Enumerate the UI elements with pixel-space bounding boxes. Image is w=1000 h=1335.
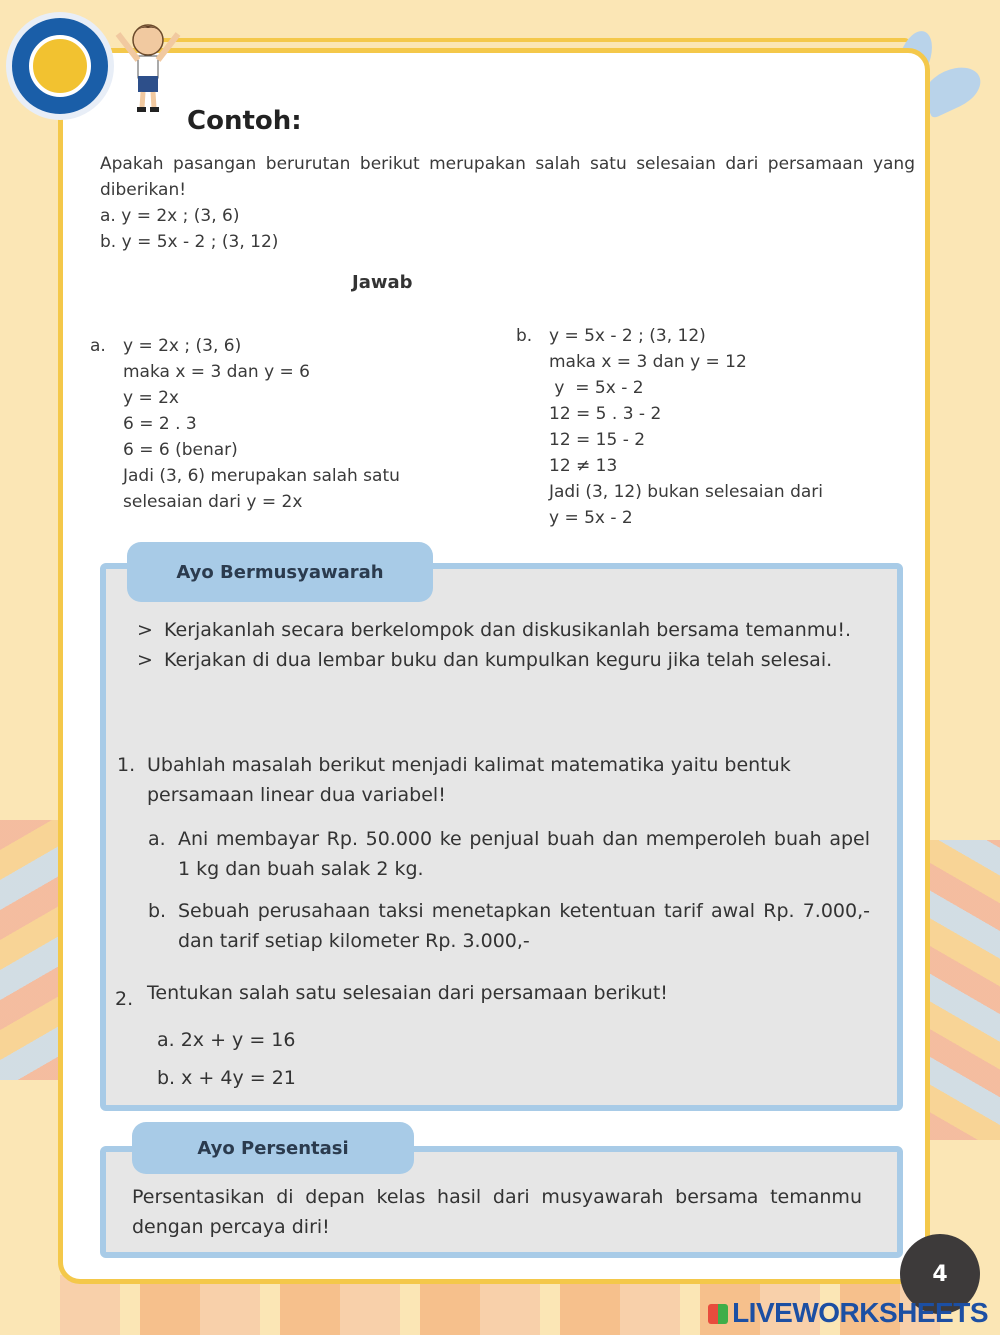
answer-line: y = 5x - 2 ; (3, 12) bbox=[549, 326, 706, 346]
question-item-a: a. y = 2x ; (3, 6) bbox=[100, 206, 240, 226]
question-text: Tentukan salah satu selesaian dari persamaan berikut! bbox=[147, 982, 668, 1004]
answer-line: 6 = 2 . 3 bbox=[123, 414, 197, 434]
equation-b: b. x + 4y = 21 bbox=[157, 1067, 296, 1089]
answer-line: y = 5x - 2 bbox=[549, 508, 633, 528]
instruction-text: Kerjakanlah secara berkelompok dan diskusikanlah bersama temanmu!. bbox=[164, 619, 852, 641]
presentasi-tab: Ayo Persentasi bbox=[132, 1122, 414, 1174]
answer-line: maka x = 3 dan y = 6 bbox=[123, 362, 310, 382]
answer-a bbox=[90, 333, 450, 515]
sub-number: a. bbox=[148, 828, 166, 850]
bullet-mark: > bbox=[137, 649, 153, 671]
brand-icon bbox=[708, 1304, 728, 1324]
answer-line: y = 2x ; (3, 6) bbox=[123, 336, 242, 356]
question-2 bbox=[115, 978, 877, 1008]
answer-b bbox=[516, 323, 876, 531]
decor-pattern-right bbox=[930, 840, 1000, 1140]
instruction-item bbox=[137, 645, 857, 675]
liveworksheets-logo[interactable] bbox=[708, 1297, 988, 1329]
instruction-text: Kerjakan di dua lembar buku dan kumpulkan keguru jika telah selesai. bbox=[164, 649, 833, 671]
answer-line: Jadi (3, 12) bukan selesaian dari bbox=[549, 482, 823, 502]
question-1 bbox=[117, 750, 879, 810]
presentasi-text: Persentasikan di depan kelas hasil dari musyawarah bersama temanmu dengan percaya diri! bbox=[132, 1186, 862, 1238]
answer-line: y = 2x bbox=[123, 388, 179, 408]
sub-text: Sebuah perusahaan taksi menetapkan ketentuan tarif awal Rp. 7.000,- dan tarif setiap kilometer Rp. 3.000,- bbox=[178, 900, 870, 952]
student-mascot-icon bbox=[108, 14, 188, 114]
example-question bbox=[100, 151, 915, 255]
question-item-b: b. y = 5x - 2 ; (3, 12) bbox=[100, 232, 279, 252]
question-1b bbox=[148, 896, 870, 956]
answer-letter: b. bbox=[516, 326, 533, 346]
answer-line: Jadi (3, 6) merupakan salah satu bbox=[123, 466, 400, 486]
sub-text: Ani membayar Rp. 50.000 ke penjual buah dan memperoleh buah apel 1 kg dan buah salak 2 kg. bbox=[178, 828, 870, 880]
bullet-mark: > bbox=[137, 619, 153, 641]
instruction-item bbox=[137, 615, 857, 645]
question-2-options bbox=[157, 1021, 296, 1097]
answer-line: y = 5x - 2 bbox=[549, 378, 644, 398]
answer-line: 6 = 6 (benar) bbox=[123, 440, 238, 460]
page-number: 4 bbox=[900, 1234, 980, 1314]
question-number: 2. bbox=[115, 988, 134, 1010]
answer-heading: Jawab bbox=[352, 272, 413, 293]
question-number: 1. bbox=[117, 754, 136, 776]
page-title: Contoh: bbox=[187, 106, 302, 136]
answer-letter: a. bbox=[90, 336, 106, 356]
ministry-logo bbox=[6, 12, 114, 120]
musyawarah-tab: Ayo Bermusyawarah bbox=[127, 542, 433, 602]
answer-line: maka x = 3 dan y = 12 bbox=[549, 352, 747, 372]
instruction-list bbox=[137, 615, 857, 675]
answer-line: 12 = 15 - 2 bbox=[549, 430, 646, 450]
equation-a: a. 2x + y = 16 bbox=[157, 1029, 296, 1051]
answer-line: 12 ≠ 13 bbox=[549, 456, 618, 476]
decor-line bbox=[150, 38, 910, 48]
question-1a bbox=[148, 824, 870, 884]
answer-line: 12 = 5 . 3 - 2 bbox=[549, 404, 662, 424]
question-text: Apakah pasangan berurutan berikut merupakan salah satu selesaian dari persamaan yang diberikan! bbox=[100, 154, 915, 200]
answer-line: selesaian dari y = 2x bbox=[123, 492, 303, 512]
brand-text: LIVEWORKSHEETS bbox=[732, 1297, 988, 1328]
sub-number: b. bbox=[148, 900, 167, 922]
question-text: Ubahlah masalah berikut menjadi kalimat matematika yaitu bentuk persamaan linear dua variabel! bbox=[147, 754, 791, 806]
